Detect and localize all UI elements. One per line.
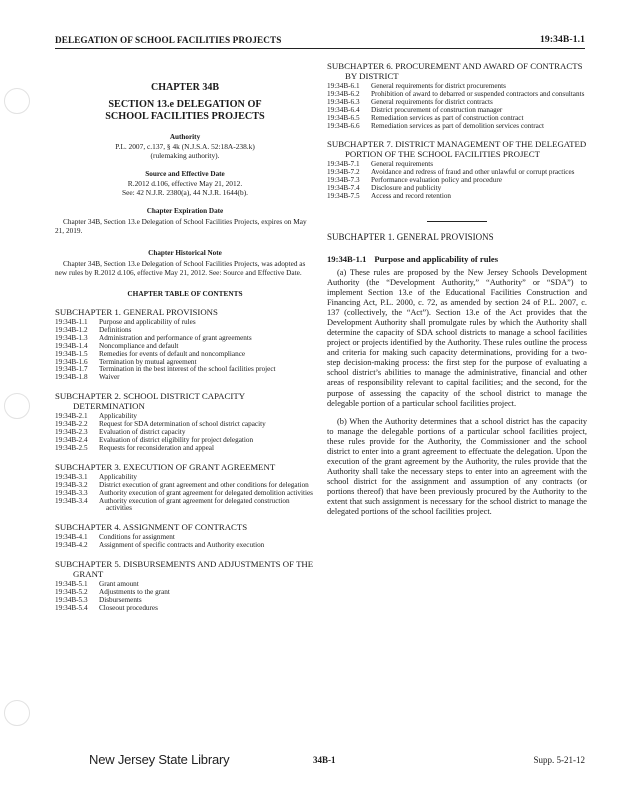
toc-entry-number: 19:34B-5.4: [55, 603, 88, 612]
toc-entry-title: Termination in the best interest of the school facilities project: [99, 365, 276, 374]
toc-list: [327, 161, 587, 201]
toc-entry-number: 19:34B-5.3: [55, 595, 88, 604]
toc-entry-number: 19:34B-3.2: [55, 480, 88, 489]
header-section-number: 19:34B-1.1: [540, 34, 585, 45]
toc-entry-title: General requirements for district procurements: [371, 82, 506, 90]
toc-entry-title: Avoidance and redress of fraud and other unlawful or corrupt practices: [371, 168, 575, 177]
toc-entry-title: Definitions: [99, 325, 132, 334]
source-line-2: See: 42 N.J.R. 2380(a), 44 N.J.R. 1644(b).: [121, 187, 249, 197]
toc-entry[interactable]: [327, 185, 587, 193]
toc-entry-number: 19:34B-7.3: [327, 176, 360, 185]
body-subchapter-heading: SUBCHAPTER 1. GENERAL PROVISIONS: [327, 231, 494, 242]
source-line-1: R.2012 d.106, effective May 21, 2012.: [127, 179, 243, 189]
toc-entry-number: 19:34B-4.1: [55, 533, 88, 542]
expiration-text: Chapter 34B, Section 13.e Delegation of School Facilities Projects, expires on May 21, 2019.: [55, 217, 307, 235]
toc-entry-number: 19:34B-3.1: [55, 472, 88, 481]
toc-entry-title: Performance evaluation policy and procedure: [371, 176, 502, 185]
right-column: [327, 61, 587, 517]
punch-hole-icon: [4, 393, 30, 419]
toc-entry-number: 19:34B-1.2: [55, 325, 88, 334]
toc-entry-title: General requirements: [371, 160, 434, 169]
paragraph-b: (b) When the Authority determines that a school district has the capacity to manage the delegable portions of a particular school facilities project, these rules provide for the Authority, the Commissioner and the school district to enter into a grant agreement to effectuate the delegation. Upon the execution of the grant agreement by the Authority, the rules provide that the Authority shall take the necessary steps to enter into an agreement with the school district for the assignment and assumption of any contracts (or portions thereof) that have been previously procured by the Authority to the extent that such assignment is necessary for the school district to manage the delegated portions of the school facilities project.: [327, 416, 587, 517]
page-number: 34B-1: [313, 755, 336, 765]
toc-entry-title: Administration and performance of grant agreements: [99, 333, 252, 342]
section-title-line-1: SECTION 13.e DELEGATION OF: [108, 99, 262, 110]
toc-subchapter-heading: SUBCHAPTER 7. DISTRICT MANAGEMENT OF THE DELEGATED PORTION OF THE SCHOOL FACILITIES PROJECT: [327, 139, 587, 160]
authority-line-1: P.L. 2007, c.137, § 4k (N.J.S.A. 52:18A-238.k): [115, 142, 255, 151]
toc-entry-title: District procurement of construction manager: [371, 105, 503, 114]
toc-list: [55, 534, 315, 550]
page-footer: [55, 752, 585, 772]
punch-hole-icon: [4, 88, 30, 114]
toc-entry-number: 19:34B-3.4: [55, 496, 88, 505]
rule-title: Purpose and applicability of rules: [374, 253, 499, 264]
authority-heading: Authority: [169, 133, 201, 141]
paragraph-a: (a) These rules are proposed by the New Jersey Schools Development Authority (the “Development Authority,” “Authority” or “SDA”) to implement Section 13.e of the Educational Facilities Construction and Financing Act, P.L. 2000, c. 72, as amended by section 24 of P.L. 2007, c. 137 (collectively, the “Act”). Section 13.e of the Act provides that the Development Authority shall promulgate rules by which the Authority shall determine the capacity of SDA school districts to manage a school facilities project or projects identified by the Authority. These rules outline the process and criteria for making such capacity determinations, providing for a two-step decision-making process: the first step for the purpose of evaluating a school district’s abilities to manage the administrative, financial and other areas of responsibility relevant to capital facilities; and the second, for the purpose of assessing the capacity of the school district to manage the delegable portion of a particular school facilities project.: [327, 267, 587, 408]
toc-entry-title: Waiver: [99, 373, 120, 382]
toc-entry[interactable]: [55, 542, 315, 550]
toc-entry-number: 19:34B-2.3: [55, 428, 88, 437]
history-text: Chapter 34B, Section 13.e Delegation of School Facilities Projects, was adopted as new rules by R.2012 d.106, effective May 21, 2012. See: Source and Effective Date.: [55, 259, 306, 277]
toc-entry-title: Authority execution of grant agreement for delegated construction activities: [99, 496, 290, 513]
authority-line-2: (rulemaking authority).: [150, 150, 220, 160]
toc-subchapter-heading: SUBCHAPTER 1. GENERAL PROVISIONS: [55, 307, 218, 317]
section-title-line-2: SCHOOL FACILITIES PROJECTS: [105, 111, 265, 122]
rule-number: 19:34B-1.1: [327, 253, 367, 264]
toc-entry-number: 19:34B-2.5: [55, 443, 88, 452]
toc-subchapter-heading: SUBCHAPTER 5. DISBURSEMENTS AND ADJUSTMENTS OF THE GRANT: [55, 559, 314, 580]
toc-entry[interactable]: [327, 193, 587, 201]
toc-entry[interactable]: [327, 177, 587, 185]
toc-entry-number: 19:34B-5.2: [55, 588, 88, 597]
toc-entry-number: 19:34B-5.1: [55, 580, 88, 589]
divider: [427, 221, 487, 222]
toc-entry[interactable]: [55, 445, 315, 453]
toc-entry-number: 19:34B-1.1: [55, 318, 88, 326]
toc-entry-number: 19:34B-1.5: [55, 349, 88, 358]
toc-subchapter-heading: SUBCHAPTER 2. SCHOOL DISTRICT CAPACITY DETERMINATION: [55, 391, 245, 412]
toc-entry-number: 19:34B-7.1: [327, 160, 360, 169]
history-heading: Chapter Historical Note: [148, 249, 222, 258]
toc-entry-number: 19:34B-4.2: [55, 541, 88, 550]
toc-list: [55, 319, 315, 382]
toc-right: [327, 61, 587, 201]
toc-entry-title: Adjustments to the grant: [99, 588, 170, 597]
toc-entry-title: Remediation services as part of construction contract: [371, 113, 524, 122]
toc-entry[interactable]: [55, 374, 315, 382]
toc-entry[interactable]: [55, 589, 315, 597]
toc-list: [55, 474, 315, 514]
toc-entry-number: 19:34B-6.4: [327, 105, 360, 114]
toc-entry-number: 19:34B-6.2: [327, 89, 360, 98]
toc-entry-number: 19:34B-6.3: [327, 97, 360, 106]
toc-entry-title: Assignment of specific contracts and Authority execution: [99, 541, 265, 550]
toc-entry-title: District execution of grant agreement and other conditions for delegation: [99, 480, 309, 489]
toc-entry-number: 19:34B-2.1: [55, 412, 88, 421]
toc-entry[interactable]: [55, 597, 315, 605]
punch-hole-icon: [4, 700, 30, 726]
toc-entry-number: 19:34B-7.4: [327, 184, 360, 193]
toc-entry-title: Grant amount: [99, 580, 139, 589]
toc-entry-number: 19:34B-6.6: [327, 121, 360, 130]
running-header: [55, 34, 585, 49]
toc-entry-number: 19:34B-1.7: [55, 365, 88, 374]
toc-entry-title: Remediation services as part of demolition services contract: [371, 121, 545, 130]
toc-entry-number: 19:34B-1.8: [55, 373, 88, 382]
toc-entry-title: Applicability: [99, 472, 137, 481]
toc-list: [327, 83, 587, 130]
toc-entry-title: Evaluation of district capacity: [99, 428, 186, 437]
toc-entry-number: 19:34B-1.6: [55, 357, 88, 366]
toc-entry-title: Closeout procedures: [99, 603, 158, 612]
source-heading: Source and Effective Date: [145, 170, 225, 179]
toc-entry-title: Access and record retention: [371, 192, 452, 201]
toc-entry-number: 19:34B-7.2: [327, 168, 360, 177]
toc-entry-title: Prohibition of award to debarred or suspended contractors and consultants: [371, 89, 585, 98]
toc-subchapter-heading: SUBCHAPTER 3. EXECUTION OF GRANT AGREEMENT: [55, 461, 276, 472]
toc-title: CHAPTER TABLE OF CONTENTS: [127, 289, 243, 298]
toc-entry-number: 19:34B-6.5: [327, 113, 360, 122]
supplement-date: Supp. 5-21-12: [533, 755, 585, 765]
toc-left: [55, 307, 315, 613]
toc-entry[interactable]: [55, 421, 315, 429]
toc-list: [55, 413, 315, 453]
toc-entry-number: 19:34B-6.1: [327, 82, 360, 90]
toc-entry-title: Conditions for assignment: [99, 533, 175, 542]
library-watermark: New Jersey State Library: [89, 752, 230, 767]
toc-entry-title: Noncompliance and default: [99, 341, 179, 350]
toc-entry-title: Applicability: [99, 412, 137, 421]
toc-subchapter-heading: SUBCHAPTER 6. PROCUREMENT AND AWARD OF CONTRACTS BY DISTRICT: [327, 61, 583, 81]
toc-entry-title: Disclosure and publicity: [371, 184, 442, 193]
chapter-number: CHAPTER 34B: [150, 82, 220, 93]
toc-entry[interactable]: [55, 498, 315, 514]
section-title: [55, 99, 315, 123]
toc-entry[interactable]: [55, 366, 315, 374]
toc-entry-title: Disbursements: [99, 595, 142, 604]
toc-entry-title: Requests for reconsideration and appeal: [99, 443, 214, 452]
expiration-heading: Chapter Expiration Date: [146, 207, 224, 216]
toc-entry-number: 19:34B-1.4: [55, 341, 88, 350]
toc-entry[interactable]: [55, 605, 315, 613]
toc-entry[interactable]: [55, 335, 315, 343]
toc-entry-title: Authority execution of grant agreement for delegated demolition activities: [99, 488, 313, 497]
toc-entry-title: Remedies for events of default and noncompliance: [99, 349, 246, 358]
toc-list: [55, 581, 315, 613]
toc-entry-title: Purpose and applicability of rules: [99, 318, 196, 326]
toc-entry-number: 19:34B-3.3: [55, 488, 88, 497]
toc-subchapter-heading: SUBCHAPTER 4. ASSIGNMENT OF CONTRACTS: [55, 522, 248, 533]
toc-entry[interactable]: [55, 581, 315, 589]
toc-entry-number: 19:34B-1.3: [55, 333, 88, 342]
toc-entry-number: 19:34B-2.4: [55, 435, 88, 444]
left-column: [55, 68, 315, 613]
toc-entry-title: Termination by mutual agreement: [99, 357, 197, 366]
toc-entry-title: Evaluation of district eligibility for project delegation: [99, 435, 254, 444]
header-title: DELEGATION OF SCHOOL FACILITIES PROJECTS: [55, 35, 282, 45]
toc-entry[interactable]: [55, 319, 315, 327]
toc-entry-number: 19:34B-7.5: [327, 192, 360, 201]
rule-heading: [327, 254, 587, 264]
toc-entry[interactable]: [327, 123, 587, 131]
toc-entry-title: General requirements for district contracts: [371, 97, 493, 106]
toc-entry-title: Request for SDA determination of school district capacity: [99, 420, 266, 429]
toc-entry-number: 19:34B-2.2: [55, 420, 88, 429]
